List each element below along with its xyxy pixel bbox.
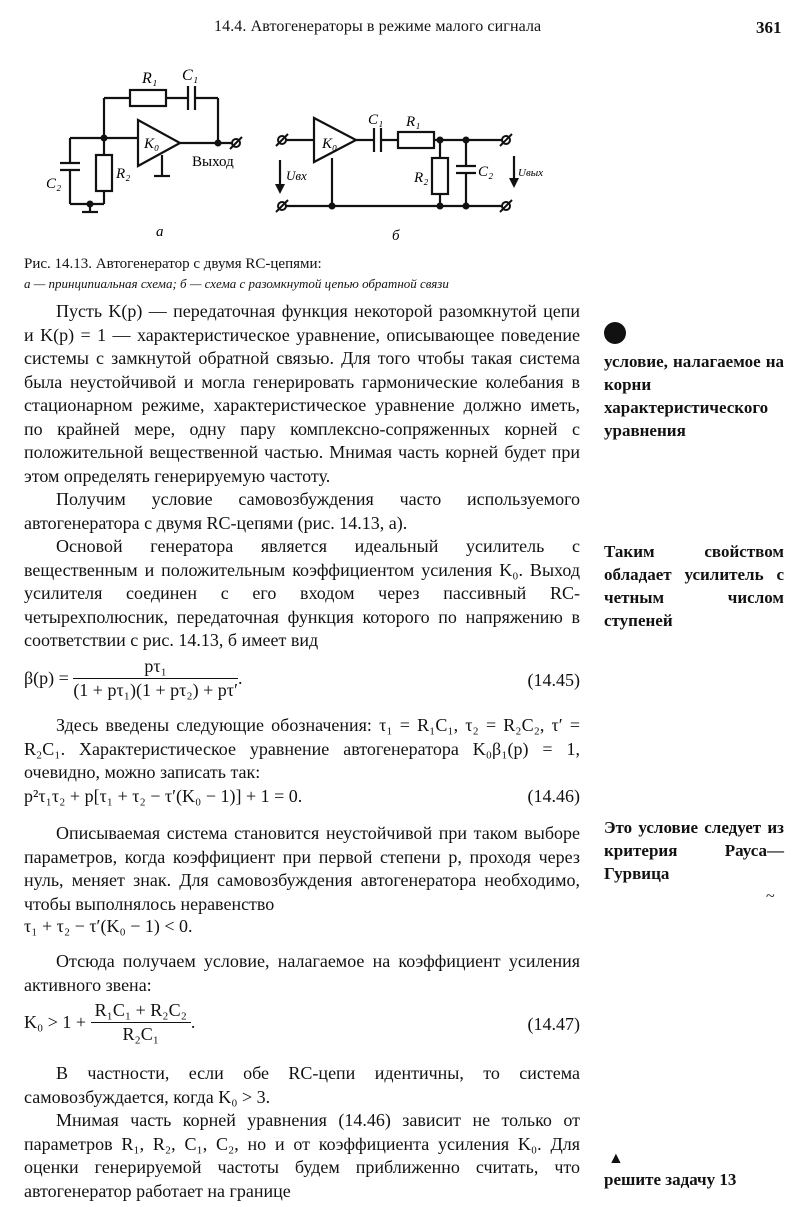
label-r2-b: R₂ [414,170,429,186]
label-u-in: Uвх [286,168,307,183]
equation-number: (14.47) [527,1014,580,1034]
caption-sub: а — принципиальная схема; б — схема с разомкнутой цепью обратной связи [24,276,449,291]
text-block-3 [24,822,580,916]
label-c2-b: C₂ [478,164,494,180]
inequality-body: τ₁ + τ₂ − τ′(K₀ − 1) < 0. [24,916,193,936]
paragraph: Здесь введены следующие обозначения: τ₁ = R₁C₁, τ₂ = R₂C₂, τ′ = R₂C₁. Характеристическое уравнение автогенератора K₀β₁(p) = 1, очевидно, можно записать так: [24,715,580,782]
eq3-period: . [190,1012,196,1032]
eq1-period: . [237,668,243,688]
paragraph: В частности, если обе RC-цепи идентичны, то система самовозбуждается, когда K₀ > 3. [24,1063,580,1107]
label-c2: C₂ [46,176,62,192]
label-c1-b: C₁ [368,112,384,128]
label-c1: C₁ [182,67,199,84]
equation-number: (14.45) [527,670,580,690]
eq2-body: p²τ₁τ₂ + p[τ₁ + τ₂ − τ′(K₀ − 1)] + 1 = 0. [24,786,303,806]
label-u-out: Uвых [518,167,544,179]
paragraph: Основой генератора является идеальный усилитель с вещественным и положительным коэффициентом усиления K₀. Выход усилителя соединен с его входом через пассивный RC-четырехполюсник, передаточная функция которого по напряжению в соответствии с рис. 14.13, б имеет вид [24,536,580,650]
eq3-fraction [91,1000,191,1045]
eq3-denominator: R₂C₁ [122,1024,159,1044]
margin-note-task: решите задачу 13 [604,1170,737,1189]
paragraph: Получим условие самовозбуждения часто используемого автогенератора с двумя RC-цепями (рис. 14.13, а). [24,489,580,533]
triangle-icon: ▲ [608,1150,624,1167]
page-number: 361 [756,18,782,37]
figure-caption [24,254,594,294]
label-b: б [392,228,400,244]
label-k0-b: K₀ [322,136,338,152]
inequality [24,916,580,937]
label-r1-b: R₁ [406,114,421,130]
text-block-1 [24,300,580,653]
equation-number: (14.46) [527,786,580,806]
eq1-fraction [73,656,238,701]
caption-main: Рис. 14.13. Автогенератор с двумя RC-цепями: [24,256,322,272]
running-header: 14.4. Автогенераторы в режиме малого сигнала [214,18,542,35]
label-output: Выход [192,154,234,170]
text-block-5 [24,1062,580,1203]
paragraph: Отсюда получаем условие, налагаемое на коэффициент усиления активного звена: [24,951,580,995]
label-r1: R₁ [142,70,158,87]
label-a: а [156,224,164,240]
eq3-lhs: K₀ > 1 + [24,1012,87,1032]
tilde-mark: ~ [766,888,775,905]
text-block-4 [24,950,580,997]
equation-14-45 [24,656,580,706]
label-r2: R₂ [116,166,131,182]
circuit-diagram-a [40,58,270,243]
bullet-icon [604,322,626,344]
label-k0: K₀ [144,136,160,152]
margin-note-2: Таким свойством обладает усилитель с четным числом ступеней [604,542,784,630]
circuit-diagram-b [266,100,544,245]
eq3-numerator: R₁C₁ + R₂C₂ [91,1000,191,1023]
eq1-numerator: pτ₁ [73,656,238,679]
equation-14-46 [24,786,580,807]
margin-note-3: Это условие следует из критерия Рауса—Гурвица [604,818,784,883]
text-block-2 [24,714,580,785]
eq1-lhs: β(p) = [24,668,69,688]
eq1-denominator: (1 + pτ₁)(1 + pτ₂) + pτ′ [73,680,238,700]
margin-note-1: условие, налагаемое на корни характеристического уравнения [604,352,784,440]
paragraph: Описываемая система становится неустойчивой при таком выборе параметров, когда коэффициент при первой степени p, проходя через нуль, меняет знак. Для самовозбуждения автогенератора необходимо, чтобы выполнялось неравенство [24,823,580,914]
paragraph: Пусть K(p) — передаточная функция некоторой разомкнутой цепи и K(p) = 1 — характеристическое уравнение, описывающее поведение системы с замкнутой обратной связью. Для того чтобы такая система была неустойчивой и могла генерировать гармонические колебания в стационарном режиме, характеристическое уравнение должно иметь, по крайней мере, одну пару комплексно-сопряженных корней с положительной вещественной частью. Мнимая часть корней будет при этом определять генерируемую частоту. [24,301,580,486]
paragraph: Мнимая часть корней уравнения (14.46) зависит не только от параметров R₁, R₂, C₁, C₂, но и от коэффициента усиления K₀. Для оценки генерируемой частоты будем приближенно считать, что автогенератор работает на границе [24,1110,580,1201]
equation-14-47 [24,1000,580,1050]
